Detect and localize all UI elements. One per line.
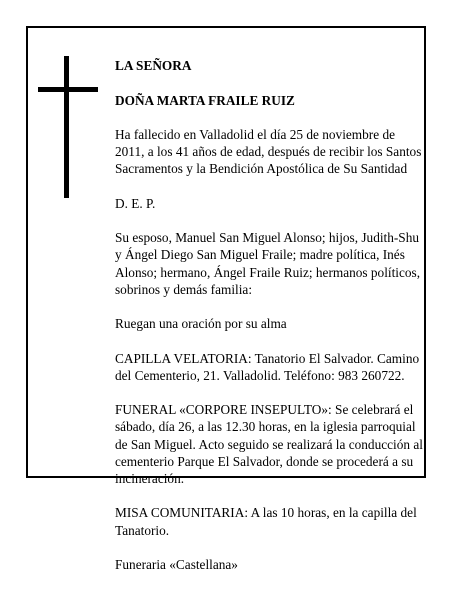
chapel-info: CAPILLA VELATORIA: Tanatorio El Salvador. Camino del Cementerio, 21. Valladolid. Teléfono: 983 260722. [115, 350, 420, 383]
cross-icon [38, 56, 98, 198]
prayer-request: Ruegan una oración por su alma [115, 316, 287, 332]
cross-vertical-bar [64, 56, 69, 198]
honorific: LA SEÑORA [115, 58, 192, 74]
funeral-info: FUNERAL «CORPORE INSEPULTO»: Se celebrará el sábado, día 26, a las 12.30 horas, en la iglesia parroquial de San Miguel. Acto seguido se realizará la conducción al cementerio Parque El Salvador, donde se procederá a su incineración. [115, 402, 423, 487]
death-notice: Ha fallecido en Valladolid el día 25 de noviembre de 2011, a los 41 años de edad, después de recibir los Santos Sacramentos y la Bendición Apostólica de Su Santidad [115, 127, 422, 177]
obituary-text [115, 40, 425, 591]
cross-horizontal-bar [38, 87, 98, 92]
rip-line: D. E. P. [115, 195, 156, 211]
mass-info: MISA COMUNITARIA: A las 10 horas, en la capilla del Tanatorio. [115, 505, 417, 538]
family-list: Su esposo, Manuel San Miguel Alonso; hijos, Judith-Shu y Ángel Diego San Miguel Fraile; madre política, Inés Alonso; hermano, Ángel Fraile Ruiz; hermanos políticos, sobrinos y demás familia: [115, 230, 421, 297]
funeral-home: Funeraria «Castellana» [115, 557, 238, 573]
obituary-frame [26, 26, 426, 573]
deceased-name: DOÑA MARTA FRAILE RUIZ [115, 92, 295, 108]
